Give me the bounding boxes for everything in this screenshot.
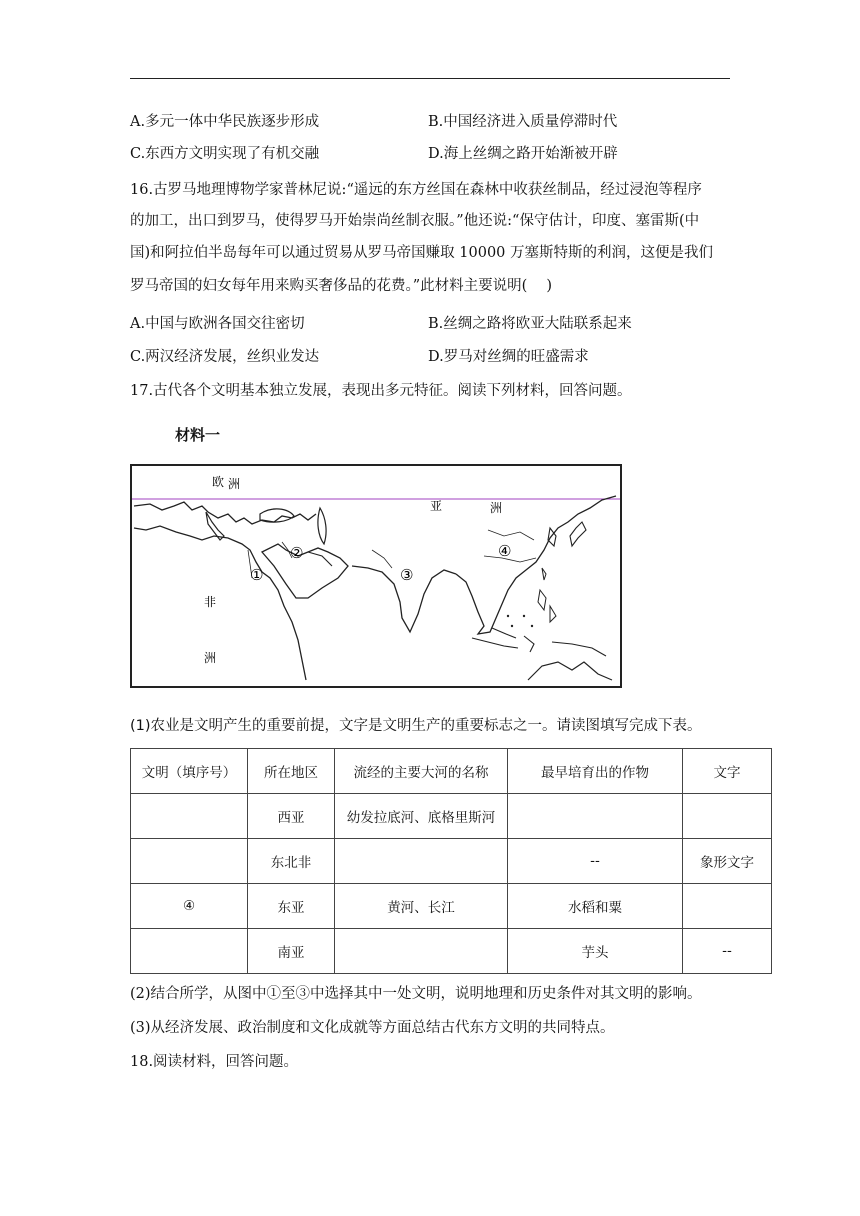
table-cell: 黄河、长江 xyxy=(335,884,508,929)
q17-sub1: (1)农业是文明产生的重要前提，文字是文明生产的重要标志之一。请读图填写完成下表。 xyxy=(130,718,702,734)
east-asia-coast xyxy=(456,496,616,634)
table-cell[interactable] xyxy=(131,839,248,884)
q16-option-b[interactable]: B.丝绸之路将欧亚大陆联系起来 xyxy=(428,316,632,332)
map-label-europe-1: 欧 xyxy=(212,475,225,489)
table-cell: ④ xyxy=(131,884,248,929)
taiwan-island xyxy=(542,568,546,580)
map-marker-2: ② xyxy=(290,544,304,562)
q16-stem-line-4: 罗马帝国的妇女每年用来购买奢侈品的花费。”此材料主要说明( ) xyxy=(130,278,553,294)
table-cell[interactable] xyxy=(131,929,248,974)
q15-option-d[interactable]: D.海上丝绸之路开始渐被开辟 xyxy=(428,146,618,162)
table-cell[interactable] xyxy=(335,929,508,974)
table-cell[interactable] xyxy=(335,839,508,884)
philippine-islands xyxy=(538,590,556,622)
table-header-cell: 文明（填序号） xyxy=(131,749,248,794)
island-dot xyxy=(531,625,533,627)
table-header-cell: 流经的主要大河的名称 xyxy=(335,749,508,794)
table-cell: 东北非 xyxy=(248,839,335,884)
map-marker-1: ① xyxy=(250,566,264,584)
q15-option-b[interactable]: B.中国经济进入质量停滞时代 xyxy=(428,114,618,130)
table-cell[interactable] xyxy=(683,884,772,929)
q15-option-c[interactable]: C.东西方文明实现了有机交融 xyxy=(130,146,320,162)
civilization-table xyxy=(130,748,772,974)
table-cell: 东亚 xyxy=(248,884,335,929)
map-label-africa-2: 洲 xyxy=(204,651,217,665)
table-cell[interactable] xyxy=(683,794,772,839)
island-dot xyxy=(507,615,509,617)
table-row xyxy=(131,839,772,884)
header-rule xyxy=(130,78,730,79)
table-cell: 水稻和粟 xyxy=(508,884,683,929)
table-cell: 幼发拉底河、底格里斯河 xyxy=(335,794,508,839)
q16-stem-line-2: 的加工，出口到罗马，使得罗马开始崇尚丝制衣服。”他还说:“保守估计，印度、塞雷斯(中 xyxy=(130,213,700,229)
q16-stem-line-3: 国)和阿拉伯半岛每年可以通过贸易从罗马帝国赚取 10000 万塞斯特斯的利润，这便是我们 xyxy=(130,245,713,261)
map-graphic xyxy=(132,466,620,686)
island-dot xyxy=(523,615,525,617)
europe-coast xyxy=(134,502,316,524)
table-row xyxy=(131,794,772,839)
q18-stem: 18.阅读材料，回答问题。 xyxy=(130,1054,299,1070)
caspian-sea xyxy=(318,508,326,544)
q16-option-c[interactable]: C.两汉经济发展，丝织业发达 xyxy=(130,349,320,365)
q16-stem-line-1: 16.古罗马地理博物学家普林尼说:“遥远的东方丝国在森林中收获丝制品，经过浸泡等程序 xyxy=(130,182,702,198)
table-cell: 象形文字 xyxy=(683,839,772,884)
japan-islands xyxy=(570,522,586,546)
q17-stem: 17.古代各个文明基本独立发展，表现出多元特征。阅读下列材料，回答问题。 xyxy=(130,383,632,399)
table-cell[interactable] xyxy=(508,794,683,839)
q16-option-d[interactable]: D.罗马对丝绸的旺盛需求 xyxy=(428,349,589,365)
table-header-cell: 所在地区 xyxy=(248,749,335,794)
korea-peninsula xyxy=(548,528,556,546)
australia-coast xyxy=(528,662,612,680)
indonesia-islands xyxy=(472,628,606,656)
material-title: 材料一 xyxy=(175,426,221,444)
q17-sub3: (3)从经济发展、政治制度和文化成就等方面总结古代东方文明的共同特点。 xyxy=(130,1020,615,1036)
table-cell: 芋头 xyxy=(508,929,683,974)
table-cell: -- xyxy=(508,839,683,884)
table-cell: -- xyxy=(683,929,772,974)
table-cell: 南亚 xyxy=(248,929,335,974)
map-label-asia-2: 洲 xyxy=(490,501,503,515)
arabian-peninsula xyxy=(262,544,348,598)
persian-gulf xyxy=(308,552,332,566)
africa-coast xyxy=(134,526,306,680)
table-row xyxy=(131,929,772,974)
q16-option-a[interactable]: A.中国与欧洲各国交往密切 xyxy=(130,316,305,332)
q15-option-a[interactable]: A.多元一体中华民族逐步形成 xyxy=(130,114,320,130)
yellow-river xyxy=(488,530,534,540)
map-label-asia-1: 亚 xyxy=(430,499,443,513)
indus-river xyxy=(372,550,392,568)
table-header-cell: 最早培育出的作物 xyxy=(508,749,683,794)
table-cell: 西亚 xyxy=(248,794,335,839)
island-dot xyxy=(511,625,513,627)
table-header-row xyxy=(131,749,772,794)
map-marker-4: ④ xyxy=(498,542,512,560)
civilization-map xyxy=(130,464,622,688)
table-header-cell: 文字 xyxy=(683,749,772,794)
map-label-africa-1: 非 xyxy=(204,595,217,609)
q17-sub2: (2)结合所学，从图中①至③中选择其中一处文明，说明地理和历史条件对其文明的影响。 xyxy=(130,986,702,1002)
map-marker-3: ③ xyxy=(400,566,414,584)
table-cell[interactable] xyxy=(131,794,248,839)
map-label-europe-2: 洲 xyxy=(228,477,241,491)
table-row xyxy=(131,884,772,929)
